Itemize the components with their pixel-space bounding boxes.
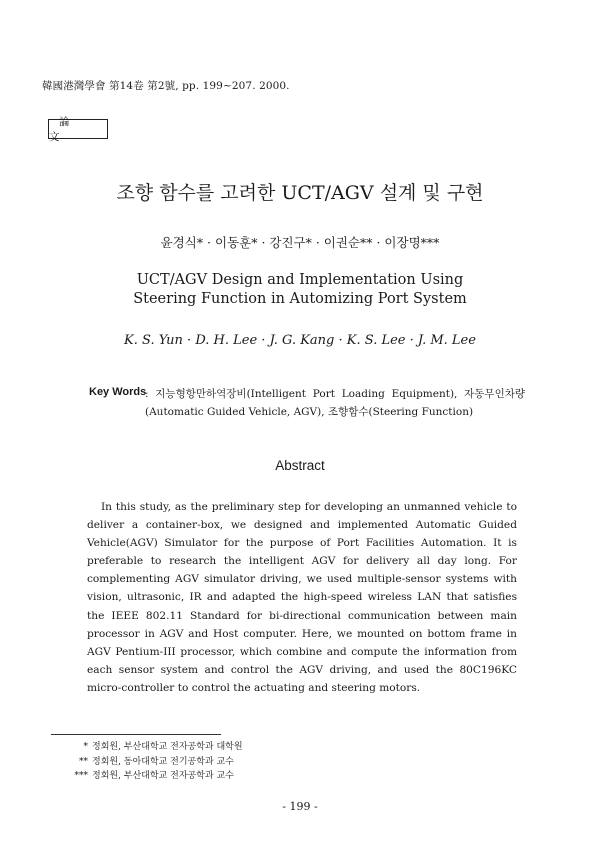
footnotes: [52, 740, 243, 784]
journal-citation: 韓國港灣學會 第14卷 第2號, pp. 199~207. 2000.: [42, 80, 290, 92]
title-english-line-2: Steering Function in Automizing Port System: [133, 291, 467, 307]
keywords-label: Key Words: [89, 386, 147, 398]
keywords-text: : 지능형항만하역장비(Intelligent Port Loading Equipment), 자동무인차량(Automatic Guided Vehicle, AGV), 조향함수(Steering Function): [145, 388, 525, 418]
footnote-text: 정회원, 부산대학교 전자공학과 대학원: [92, 742, 243, 752]
footnote-divider: [51, 734, 221, 735]
title-korean: 조향 함수를 고려한 UCT/AGV 설계 및 구현: [116, 182, 484, 204]
footnote-mark: ***: [74, 771, 88, 781]
abstract-heading: Abstract: [275, 458, 325, 473]
article-category-box: 論 文: [48, 119, 108, 139]
authors-english: K. S. Yun · D. H. Lee · J. G. Kang · K. S. Lee · J. M. Lee: [124, 333, 476, 348]
title-english-line-1: UCT/AGV Design and Implementation Using: [136, 272, 464, 288]
footnote-mark: *: [83, 742, 88, 752]
footnote-text: 정회원, 동아대학교 전기공학과 교수: [92, 756, 234, 767]
authors-korean: 윤경식* · 이동훈* · 강진구* · 이권순** · 이장명***: [160, 235, 440, 250]
footnote-text: 정회원, 부산대학교 전자공학과 교수: [92, 771, 234, 781]
footnote-mark: **: [79, 756, 88, 767]
title-english: [0, 271, 600, 309]
page-number: - 199 -: [282, 800, 318, 813]
footnote-1: [52, 740, 243, 755]
abstract-body: [87, 498, 517, 697]
footnote-2: [52, 755, 243, 770]
abstract-paragraph: In this study, as the preliminary step for developing an unmanned vehicle to deliver a container-box, we designed and implemented Automatic Guided Vehicle(AGV) Simulator for the purpose of Port Facilities Automation. It is preferable to research the intelligent AGV for delivery all day long. For complementing AGV simulator driving, we used multiple-sensor systems with vision, ultrasonic, IR and adapted the high-speed wireless LAN that satisfies the IEEE 802.11 Standard for bi-directional communication between main processor in AGV and Host computer. Here, we mounted on bottom frame in AGV Pentium-III processor, which combine and compute the information from each sensor system and control the AGV driving, and used the 80C196KC micro-controller to control the actuating and steering motors.: [87, 501, 517, 694]
footnote-3: [52, 769, 243, 784]
